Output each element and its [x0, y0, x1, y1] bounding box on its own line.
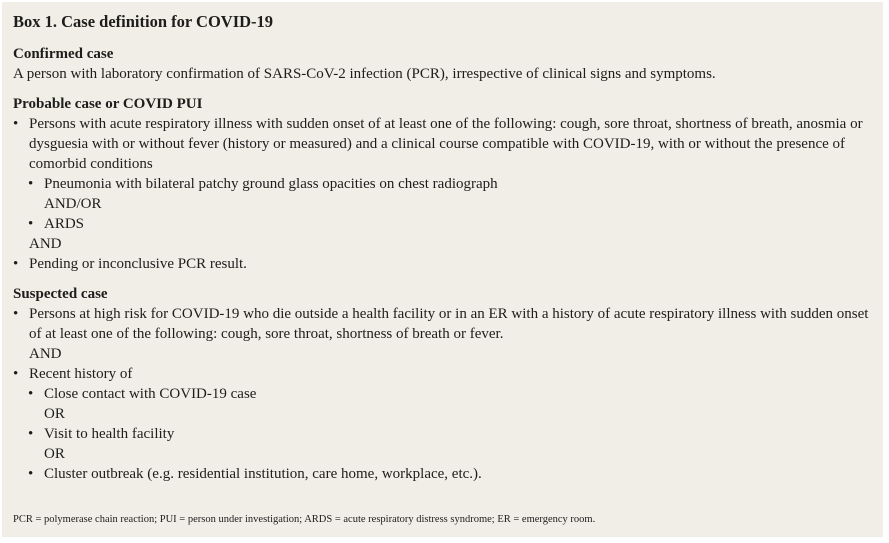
- probable-andor: AND/OR: [44, 196, 102, 212]
- bullet-icon: •: [13, 366, 19, 382]
- list-item: [13, 254, 879, 274]
- suspected-bullet-2: Recent history of: [29, 366, 133, 382]
- bullet-icon: •: [28, 386, 34, 402]
- suspected-sub-3: Cluster outbreak (e.g. residential institution, care home, workplace, etc.).: [44, 466, 482, 482]
- box-content: [13, 44, 879, 484]
- probable-bullet-1: Persons with acute respiratory illness with sudden onset of at least one of the following: cough, sore throat, shortness of breath, anosmia or dysguesia with or without fever (history or measured) and a clinical course compatible with COVID-19, with or without the presence of comorbid conditions: [29, 116, 863, 172]
- bullet-icon: •: [28, 466, 34, 482]
- list-item: [13, 384, 879, 404]
- probable-bullet-2: Pending or inconclusive PCR result.: [29, 256, 247, 272]
- footnote: PCR = polymerase chain reaction; PUI = person under investigation; ARDS = acute respiratory distress syndrome; ER = emergency room.: [13, 514, 596, 525]
- probable-and: AND: [29, 236, 62, 252]
- suspected-bullet-1: Persons at high risk for COVID-19 who die outside a health facility or in an ER with a history of acute respiratory illness with sudden onset of at least one of the following: cough, sore throat, shortness of breath or fever.: [29, 306, 869, 342]
- bullet-icon: •: [28, 426, 34, 442]
- bullet-icon: •: [13, 116, 19, 132]
- suspected-heading: Suspected case: [13, 286, 108, 302]
- list-item: [13, 364, 879, 384]
- confirmed-heading: Confirmed case: [13, 46, 114, 62]
- list-item: [13, 174, 879, 194]
- suspected-or-1: OR: [44, 406, 65, 422]
- list-item: [13, 114, 879, 174]
- confirmed-text: A person with laboratory confirmation of SARS-CoV-2 infection (PCR), irrespective of clinical signs and symptoms.: [13, 66, 716, 82]
- suspected-sub-1: Close contact with COVID-19 case: [44, 386, 257, 402]
- bullet-icon: •: [28, 176, 34, 192]
- list-item: [13, 304, 879, 344]
- probable-sub-1: Pneumonia with bilateral patchy ground glass opacities on chest radiograph: [44, 176, 498, 192]
- suspected-or-2: OR: [44, 446, 65, 462]
- box-title: Box 1. Case definition for COVID-19: [13, 12, 274, 31]
- bullet-icon: •: [28, 216, 34, 232]
- list-item: [13, 424, 879, 444]
- list-item: [13, 464, 879, 484]
- bullet-icon: •: [13, 306, 19, 322]
- list-item: [13, 214, 879, 234]
- suspected-sub-2: Visit to health facility: [44, 426, 175, 442]
- probable-sub-2: ARDS: [44, 216, 85, 232]
- suspected-and: AND: [29, 346, 62, 362]
- probable-heading: Probable case or COVID PUI: [13, 96, 203, 112]
- bullet-icon: •: [13, 256, 19, 272]
